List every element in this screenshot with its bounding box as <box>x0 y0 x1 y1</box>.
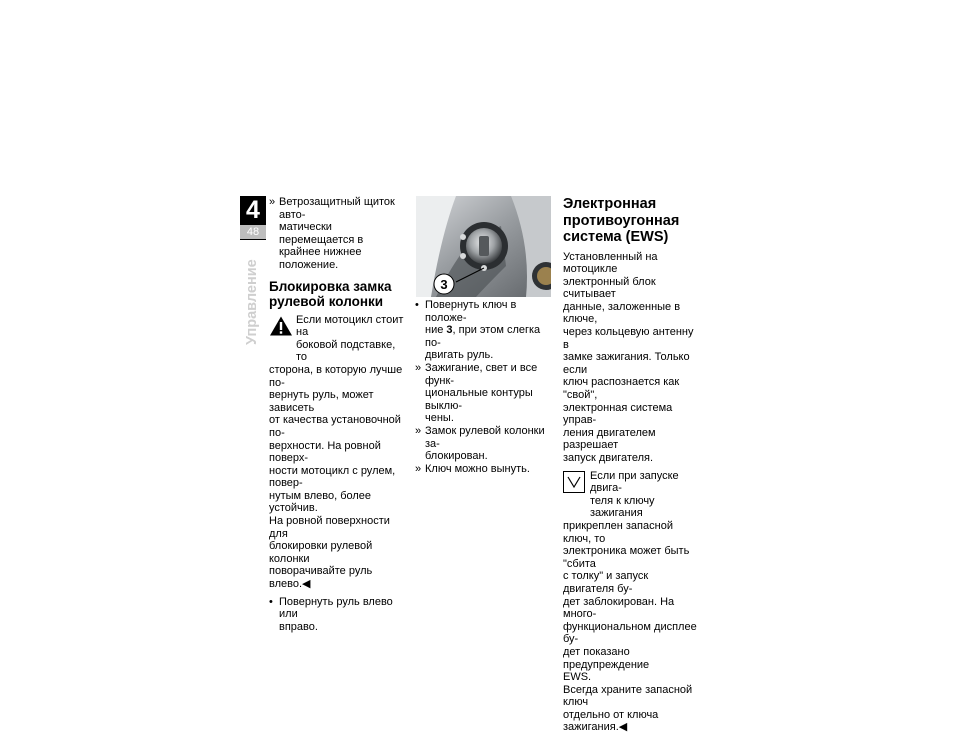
column-1 <box>269 196 404 633</box>
result-bullet <box>415 362 552 425</box>
paragraph-line: электронный блок считывает <box>563 275 656 301</box>
bullet-line: Повернуть руль влево или <box>279 595 393 621</box>
chapter-number: 4 <box>246 196 260 224</box>
chapter-side-label: Управление <box>244 259 260 345</box>
result-bullet <box>415 463 552 476</box>
section-heading-ews <box>563 196 700 246</box>
bullet-line: блокирован. <box>425 450 488 463</box>
callout-reference: 3 <box>446 324 453 337</box>
heading-line: противоугонная <box>563 212 680 229</box>
section-heading-steering-lock <box>269 279 404 310</box>
paragraph-line: через кольцевую антенну в <box>563 326 694 351</box>
warning-line: от качества установочной по- <box>269 414 401 439</box>
bullet-line: матически перемещается в <box>279 221 364 246</box>
text-span: , при этом слегка по- <box>425 324 541 349</box>
heading-line: система (EWS) <box>563 229 669 245</box>
note-line: с толку" и запуск двигателя бу- <box>563 570 649 595</box>
note-line: прикреплен запасной ключ, то <box>563 519 673 545</box>
paragraph-line: замке зажигания. Только если <box>563 351 690 376</box>
bullet-marker: • <box>269 595 273 608</box>
note-line: дет показано предупреждение <box>563 645 650 671</box>
text-span: ние <box>425 324 447 337</box>
note-line: электроника может быть "сбита <box>563 545 690 570</box>
step-bullet <box>269 596 404 634</box>
note-line: Если при запуске двига- <box>590 469 679 495</box>
heading-line: Блокировка замка <box>269 278 392 294</box>
warning-line: На ровной поверхности для <box>269 515 390 540</box>
note-icon <box>563 471 585 493</box>
warning-line: сторона, в которую лучше по- <box>269 363 403 389</box>
note-line: функциональном дисплее бу- <box>563 620 697 646</box>
step-bullet <box>415 299 552 362</box>
warning-line: ности мотоцикл с рулем, повер- <box>269 464 396 490</box>
bullet-line: Повернуть ключ в положе- <box>425 299 517 324</box>
warning-line: нутым влево, более устойчив. <box>269 489 372 515</box>
note-line: дет заблокирован. На много- <box>563 595 675 621</box>
ignition-lock-illustration <box>416 196 551 297</box>
bullet-line: циональные контуры выклю- <box>425 387 533 412</box>
warning-line: блокировки рулевой колонки <box>269 540 373 565</box>
ignition-lock-photo <box>416 196 551 297</box>
bullet-line: вправо. <box>279 620 318 633</box>
bullet-line: двигать руль. <box>425 349 494 362</box>
paragraph-line: ключ распознается как "свой", <box>563 376 680 402</box>
bullet-line: чены. <box>425 412 454 425</box>
warning-line: вернуть руль, может зависеть <box>269 389 374 414</box>
paragraph-line: электронная система управ- <box>563 401 673 427</box>
bullet-marker: » <box>269 196 276 208</box>
column-3 <box>563 196 700 734</box>
page-number: 48 <box>240 225 266 239</box>
bullet-line <box>425 324 552 349</box>
warning-line: поворачивайте руль влево.◀ <box>269 565 373 591</box>
paragraph-line: ления двигателем разрешает <box>563 426 656 452</box>
bullet-marker: » <box>415 424 422 437</box>
warning-block <box>269 314 404 591</box>
bullet-marker: • <box>415 299 419 311</box>
heading-line: рулевой колонки <box>269 294 384 310</box>
paragraph-line: данные, заложенные в ключе, <box>563 300 681 326</box>
warning-line: боковой подставке, то <box>296 338 396 364</box>
warning-line: Если мотоцикл стоит на <box>296 313 404 339</box>
bullet-line: Ветрозащитный щиток авто- <box>279 196 395 221</box>
paragraph-line: запуск двигателя. <box>563 452 654 464</box>
column-2 <box>415 299 552 475</box>
bullet-marker: » <box>415 361 422 374</box>
result-bullet <box>415 425 552 463</box>
bullet-line: крайнее нижнее положение. <box>279 246 362 271</box>
photo-callout-label: 3 <box>440 277 448 292</box>
warning-line: верхности. На ровной поверх- <box>269 439 381 465</box>
note-block <box>563 470 700 734</box>
warning-icon <box>269 315 293 337</box>
note-line: EWS. <box>563 671 592 684</box>
note-line: Всегда храните запасной ключ <box>563 683 693 709</box>
heading-line: Электронная <box>563 196 657 212</box>
bullet-marker: » <box>415 462 422 475</box>
bullet-line: Зажигание, свет и все функ- <box>425 361 538 387</box>
bullet-line: Замок рулевой колонки за- <box>425 424 545 450</box>
note-line: теля к ключу зажигания <box>590 494 655 520</box>
intro-bullet <box>269 196 404 272</box>
ews-paragraph <box>563 251 700 465</box>
paragraph-line: Установленный на мотоцикле <box>563 250 658 276</box>
note-line: отдельно от ключа зажигания.◀ <box>563 708 659 734</box>
bullet-line: Ключ можно вынуть. <box>425 462 530 475</box>
